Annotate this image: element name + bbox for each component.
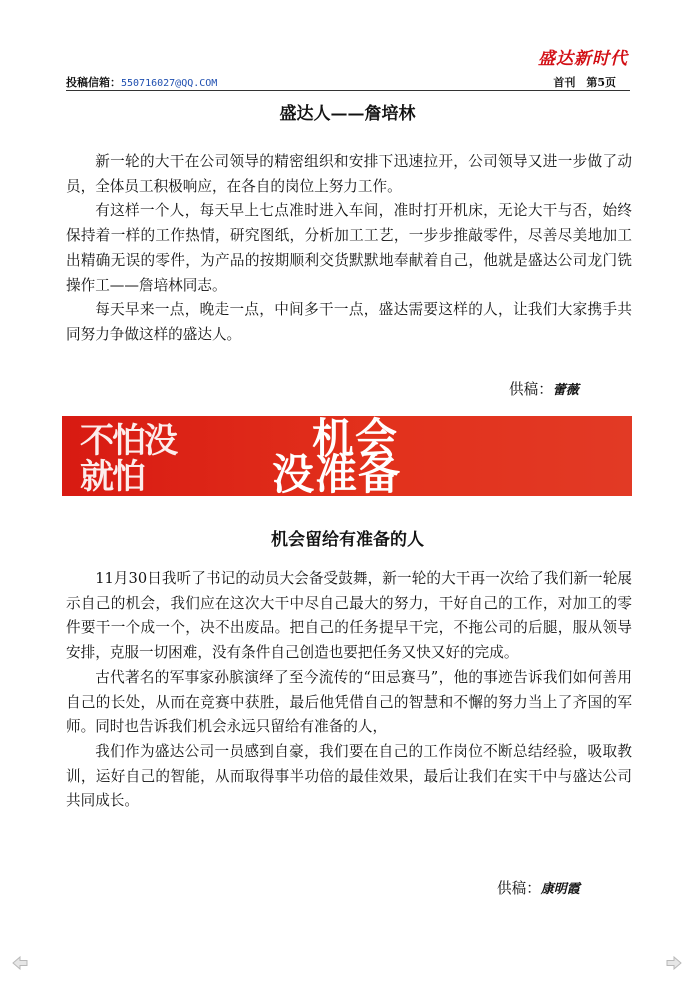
article2-title: 机会留给有准备的人 — [271, 530, 424, 550]
banner-line1-small: 不怕没 — [80, 421, 176, 461]
page-header — [66, 72, 630, 91]
credit-label: 供稿： — [509, 381, 553, 398]
credit-name: 康明霞 — [540, 882, 580, 897]
article2-credit — [497, 877, 580, 898]
article1-credit — [509, 378, 579, 399]
arrow-left-icon — [12, 956, 28, 970]
prev-page-button[interactable] — [12, 956, 28, 970]
article2-body — [66, 567, 632, 814]
contact-label: 投稿信箱： — [66, 76, 121, 89]
banner-line2-small: 就怕 — [80, 457, 144, 496]
contact-info — [66, 74, 217, 90]
arrow-right-icon — [666, 956, 682, 970]
issue-info: 首刊 第5页 — [553, 76, 616, 89]
credit-label: 供稿： — [497, 880, 541, 897]
banner-line1-big: 机会 — [312, 416, 399, 463]
article1-paragraph: 每天早来一点，晚走一点，中间多干一点，盛达需要这样的人，让我们大家携手共同努力争做这样的盛达人。 — [66, 301, 632, 343]
banner-line2-big: 没准备 — [272, 450, 402, 496]
article2-paragraph: 古代著名的军事家孙膑演绎了至今流传的“田忌赛马”，他的事迹告诉我们如何善用自己的长处，从而在竞赛中获胜，最后他凭借自己的智慧和不懈的努力当上了齐国的军师。同时也告诉我们机会永远只留给有准备的人， — [66, 668, 632, 736]
article1-paragraph: 新一轮的大干在公司领导的精密组织和安排下迅速拉开，公司领导又进一步做了动员，全体员工积极响应，在各自的岗位上努力工作。 — [66, 153, 632, 195]
article2-paragraph: 11月30日我听了书记的动员大会备受鼓舞，新一轮的大干再一次给了我们新一轮展示自己的机会，我们应在这次大干中尽自己最大的努力，干好自己的工作，对加工的零件要干一个成一个，决不出废品。把自己的任务提早干完，不拖公司的后腿，服从领导安排，克服一切困难，没有条件自己创造也要把任务又快又好的完成。 — [66, 570, 632, 662]
credit-name: 蕾薇 — [552, 383, 579, 398]
newsletter-logo: 盛达新时代 — [538, 49, 628, 69]
article2-paragraph: 我们作为盛达公司一员感到自豪，我们要在自己的工作岗位不断总结经验，吸取教训，运好自己的智能，从而取得事半功倍的最佳效果，最后让我们在实干中与盛达公司共同成长。 — [66, 742, 632, 810]
article1-body — [66, 150, 632, 348]
article1-paragraph: 有这样一个人，每天早上七点准时进入车间，准时打开机床，无论大干与否，始终保持着一样的工作热情，研究图纸，分析加工工艺，一步步推敲零件，尽善尽美地加工出精确无误的零件，为产品的按期顺利交货默默地奉献着自己，他就是盛达公司龙门铣操作工——詹培林同志。 — [66, 202, 632, 294]
next-page-button[interactable] — [666, 956, 682, 970]
article1-title: 盛达人——詹培林 — [279, 104, 416, 124]
slogan-banner — [62, 416, 632, 496]
contact-email: 550716027@QQ.COM — [121, 78, 218, 89]
